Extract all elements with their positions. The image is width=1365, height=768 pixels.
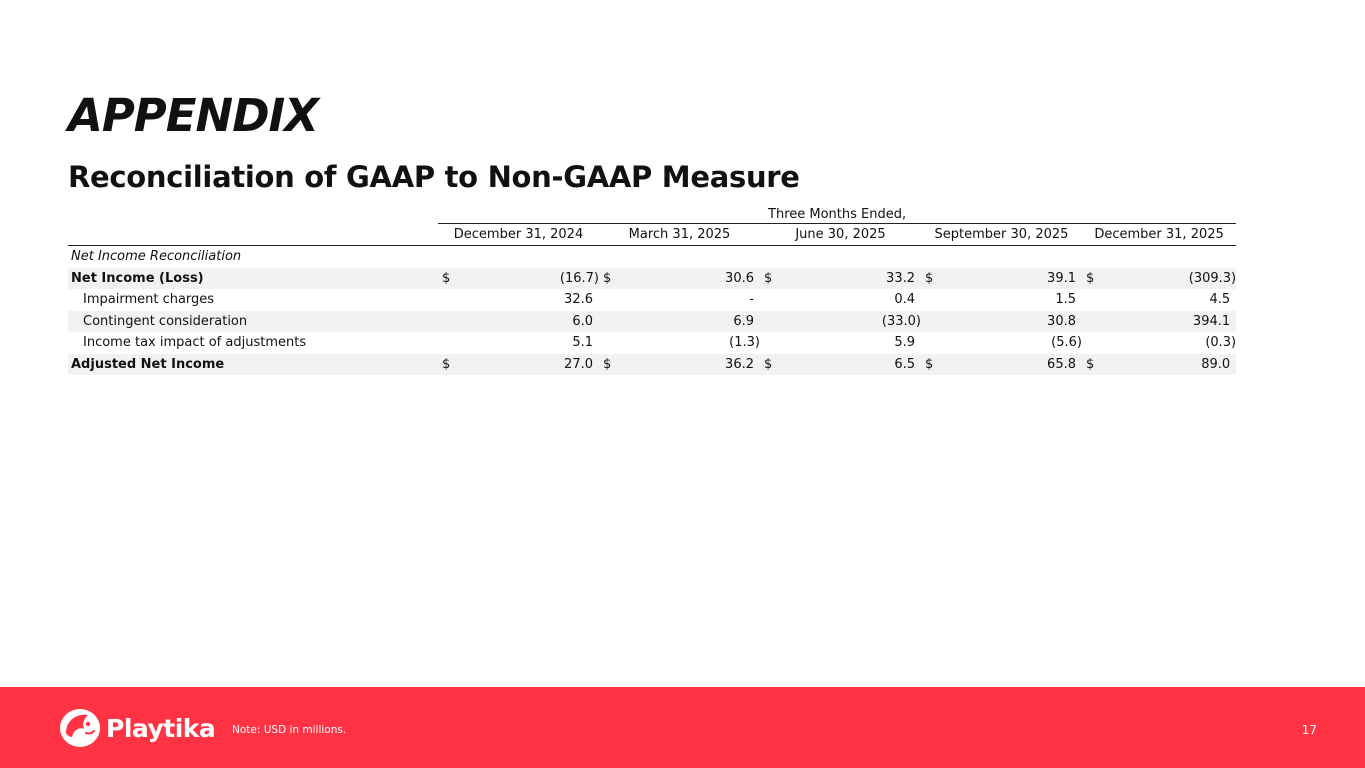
cell-value: 6.0 [452,311,599,333]
section-label: Net Income Reconciliation [71,249,242,264]
cell-value: 39.1 [935,268,1082,290]
cell-value: - [749,292,754,307]
cell-value: 0.4 [894,292,915,307]
cell-value: (0.3) [1205,335,1237,350]
currency-symbol: $ [438,354,452,376]
table-row [68,289,1236,311]
row-label: Adjusted Net Income [68,354,438,376]
cell-value: (1.3) [729,335,760,350]
cell-value: 4.5 [1209,292,1231,307]
table-row [68,268,1236,290]
reconciliation-table [68,206,1236,375]
row-label: Net Income (Loss) [68,268,438,290]
column-header: June 30, 2025 [760,224,921,246]
row-label: Impairment charges [83,292,215,307]
currency-symbol: $ [921,354,935,376]
currency-symbol: $ [921,268,935,290]
period-header: Three Months Ended, [438,206,1236,224]
cell-value: (33.0) [774,311,921,333]
column-header: March 31, 2025 [599,224,760,246]
cell-value: 30.6 [613,268,760,290]
cell-value: 65.8 [935,354,1082,376]
table-row [68,354,1236,376]
column-header: December 31, 2024 [438,224,599,246]
currency-symbol: $ [599,268,613,290]
footnote: Note: USD in millions. [232,724,347,736]
cell-value: 5.1 [572,335,593,350]
row-label: Contingent consideration [68,311,438,333]
page-number: 17 [1301,723,1317,737]
currency-symbol: $ [760,268,774,290]
currency-symbol: $ [599,354,613,376]
currency-symbol: $ [760,354,774,376]
currency-symbol: $ [438,268,452,290]
row-label: Income tax impact of adjustments [83,335,307,350]
cell-value: (309.3) [1096,268,1236,290]
cell-value: 1.5 [1055,292,1076,307]
section-row [68,246,1236,268]
page-subtitle: Reconciliation of GAAP to Non-GAAP Measure [68,160,800,194]
cheetah-logo-icon [58,707,102,749]
period-header-row [68,206,1236,224]
cell-value: 89.0 [1096,354,1236,376]
footer-bar [0,687,1365,768]
cell-value: (16.7) [452,268,599,290]
cell-value: 32.6 [564,292,593,307]
currency-symbol: $ [1082,354,1096,376]
cell-value: 33.2 [774,268,921,290]
cell-value: 30.8 [935,311,1082,333]
page-title: APPENDIX [68,89,318,142]
column-header-row [68,224,1236,246]
currency-symbol: $ [1082,268,1096,290]
cell-value: 6.9 [613,311,760,333]
cell-value: 36.2 [613,354,760,376]
cell-value: 27.0 [452,354,599,376]
brand-logo [58,707,215,749]
cell-value: 394.1 [1096,311,1236,333]
column-header: September 30, 2025 [921,224,1082,246]
cell-value: (5.6) [1051,335,1082,350]
table-row [68,311,1236,333]
cell-value: 6.5 [774,354,921,376]
column-header: December 31, 2025 [1082,224,1236,246]
cell-value: 5.9 [894,335,915,350]
table-row [68,332,1236,354]
brand-name: Playtika [106,713,216,743]
